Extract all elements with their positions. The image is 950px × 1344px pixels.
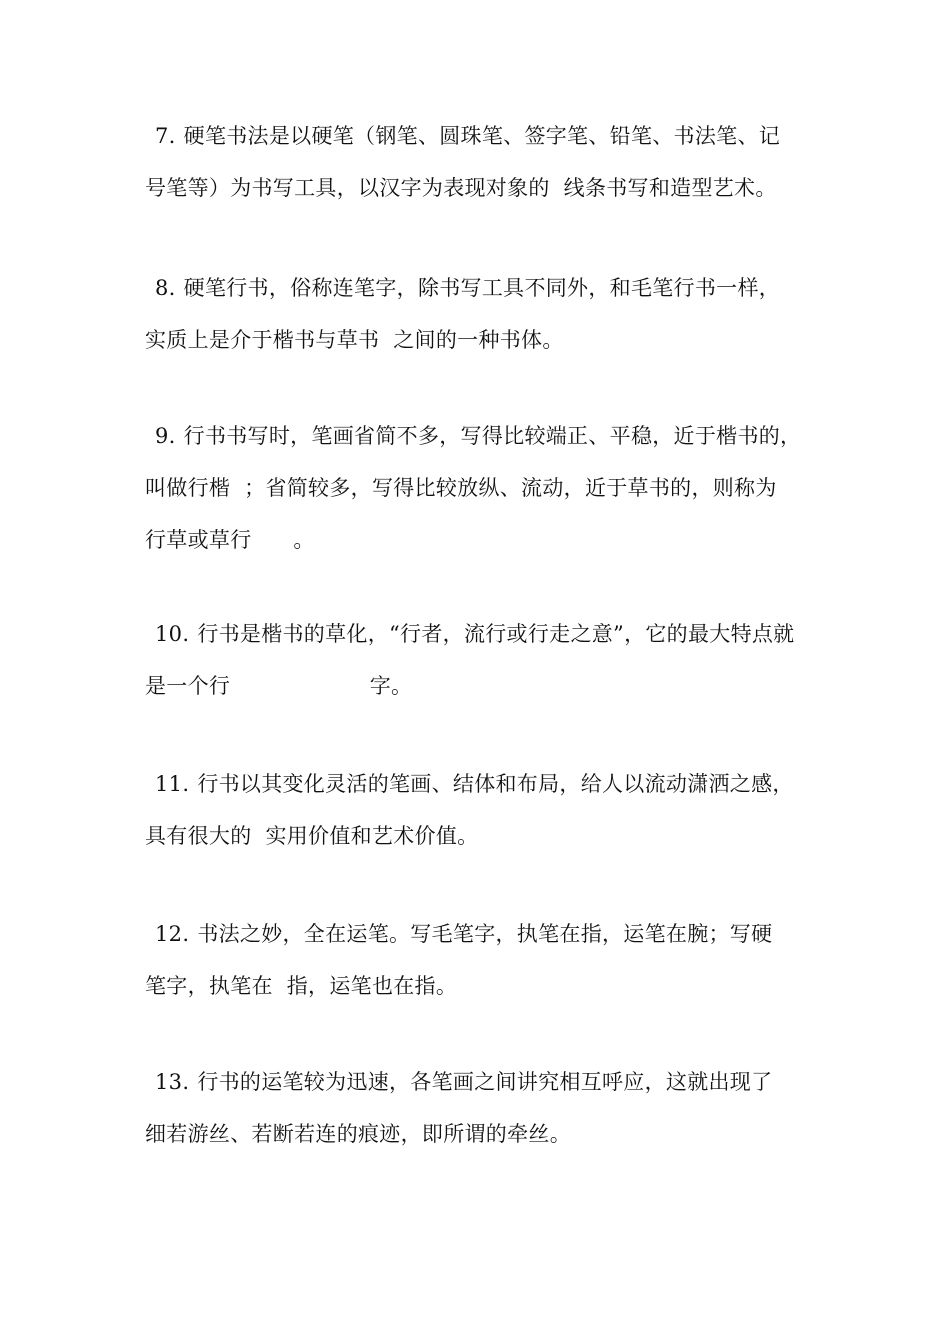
paragraph-8 bbox=[145, 262, 810, 366]
paragraph-line: 是一个行 字。 bbox=[145, 674, 413, 698]
paragraph-line bbox=[145, 110, 810, 162]
paragraph-11 bbox=[145, 758, 810, 862]
paragraph-line bbox=[145, 758, 810, 810]
paragraph-12 bbox=[145, 908, 810, 1012]
paragraph-9 bbox=[145, 410, 810, 566]
item-number: 8. bbox=[155, 276, 176, 300]
paragraph-13 bbox=[145, 1056, 810, 1160]
paragraph-line: 实质上是介于楷书与草书 之间的一种书体。 bbox=[145, 328, 564, 352]
paragraph-line bbox=[145, 1056, 810, 1108]
item-text: 行书的运笔较为迅速，各笔画之间讲究相互呼应，这就出现了 bbox=[197, 1070, 773, 1094]
item-number: 10. bbox=[155, 622, 190, 646]
item-number: 13. bbox=[155, 1070, 190, 1094]
paragraph-line: 号笔等）为书写工具，以汉字为表现对象的 线条书写和造型艺术。 bbox=[145, 176, 777, 200]
item-text: 行书以其变化灵活的笔画、结体和布局，给人以流动潇洒之感， bbox=[197, 772, 794, 796]
paragraph-line bbox=[145, 608, 810, 660]
paragraph-line: 笔字，执笔在 指，运笔也在指。 bbox=[145, 974, 458, 998]
paragraph-line: 行草或草行 。 bbox=[145, 528, 315, 552]
item-text: 书法之妙，全在运笔。写毛笔字，执笔在指，运笔在腕；写硬 bbox=[197, 922, 773, 946]
item-text: 行书书写时，笔画省简不多，写得比较端正、平稳，近于楷书的， bbox=[183, 424, 802, 448]
paragraph-line: 细若游丝、若断若连的痕迹，即所谓的牵丝。 bbox=[145, 1122, 571, 1146]
paragraph-10 bbox=[145, 608, 810, 712]
paragraph-line bbox=[145, 262, 810, 314]
paragraph-line: 叫做行楷 ；省简较多，写得比较放纵、流动，近于草书的，则称为 bbox=[145, 476, 777, 500]
paragraph-line: 具有很大的 实用价值和艺术价值。 bbox=[145, 824, 479, 848]
item-number: 11. bbox=[155, 772, 190, 796]
item-text: 硬笔书法是以硬笔（钢笔、圆珠笔、签字笔、铅笔、书法笔、记 bbox=[183, 124, 781, 148]
item-number: 12. bbox=[155, 922, 190, 946]
item-text: 硬笔行书，俗称连笔字，除书写工具不同外，和毛笔行书一样， bbox=[183, 276, 781, 300]
item-text: 行书是楷书的草化，“行者，流行或行走之意”，它的最大特点就 bbox=[197, 622, 795, 646]
paragraph-7 bbox=[145, 110, 810, 214]
item-number: 7. bbox=[155, 124, 176, 148]
paragraph-line bbox=[145, 410, 810, 462]
paragraph-line bbox=[145, 908, 810, 960]
item-number: 9. bbox=[155, 424, 176, 448]
